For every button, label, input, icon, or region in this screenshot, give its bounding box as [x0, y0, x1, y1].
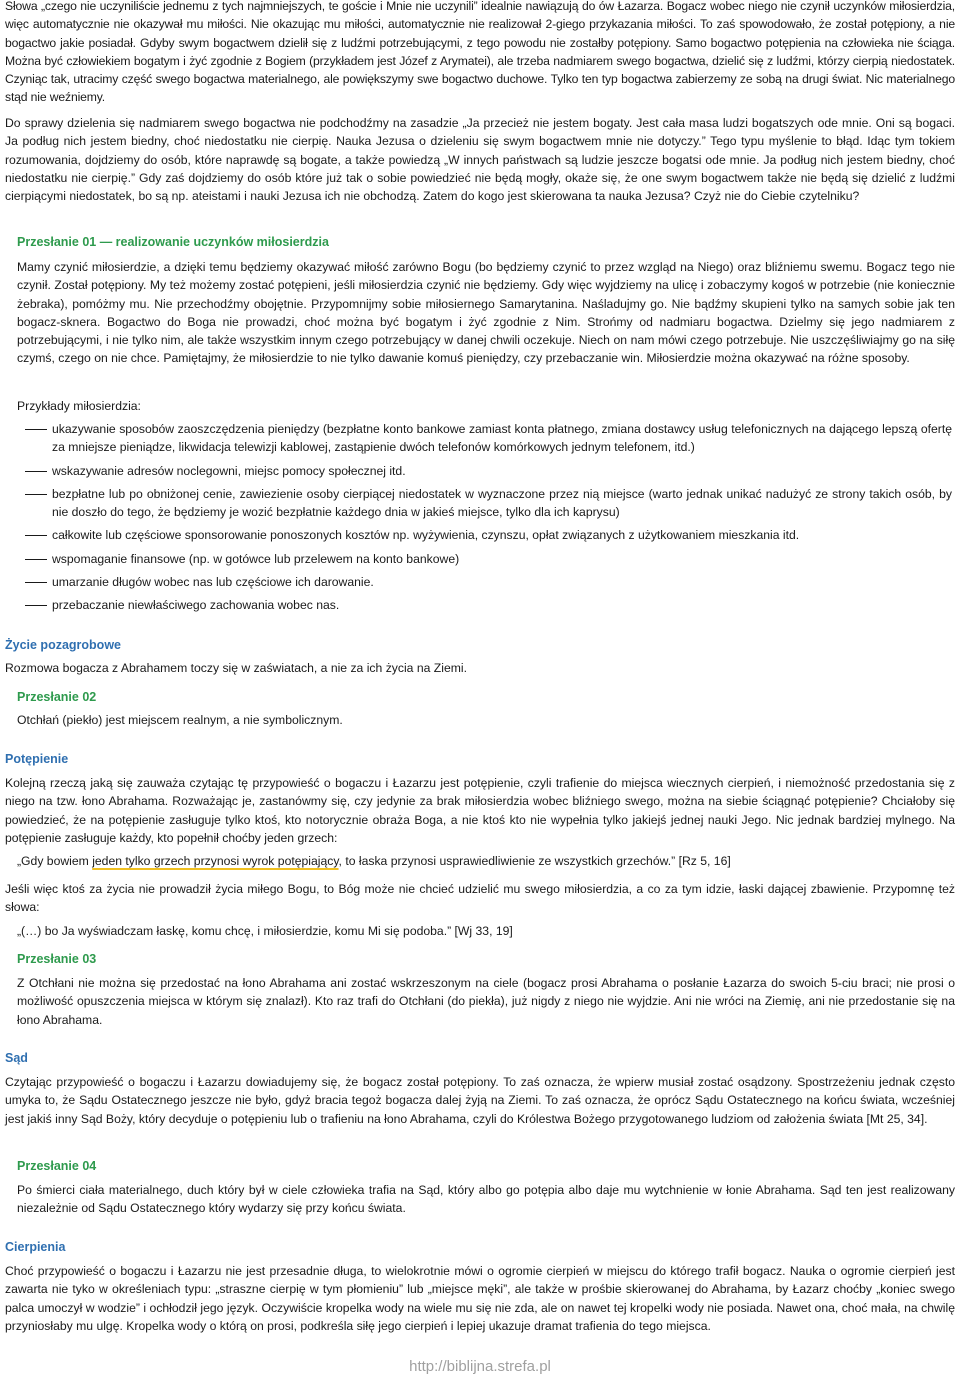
zycie-body: Rozmowa bogacza z Abrahamem toczy się w zaświatach, a nie za ich życia na Ziemi.	[5, 661, 467, 675]
heading-przeslanie-04: Przesłanie 04	[17, 1159, 97, 1173]
intro-paragraph-2: Do sprawy dzielenia się nadmiarem swego bogactwa nie podchodźmy na zasadzie „Ja przecież nie jestem bogaty. Jest cała masa ludzi bogatszych ode mnie. Oni są bogaci. Ja podług nich jestem biedny, choć niedostatku nie cierpię. Nauka Jezusa o dzieleniu się swym bogactwem mnie nie dotyczy.” Tego typu myślenie to błąd. Idąc tym tokiem rozumowania, dojdziemy do osób, które naprawdę są bogate, a także powiedzą „W innych państwach są ludzie jeszcze bogatsi ode mnie. Ja podług nich jestem biedny, choć niedostatku nie cierpię.” Gdy zaś dojdziemy do osób które już tak o sobie powiedzieć nie będą mogły, okaże się, że one swym bogactwem także nie będą się dzielić z ludźmi cierpiącymi niedostatek, bo są np. ateistami i nauki Jezusa ich nie obchodzą. Zatem do kogo jest skierowana ta nauka Jezusa? Czyż nie do Ciebie czytelniku?	[5, 116, 955, 204]
quote-text: „Gdy bowiem	[17, 854, 93, 868]
examples-label: Przykłady miłosierdzia:	[17, 399, 141, 413]
heading-cierpienia: Cierpienia	[5, 1240, 66, 1254]
quote-text: , to łaska przynosi usprawiedliwienie ze wszystkich grzechów.” [Rz 5, 16]	[338, 854, 731, 868]
list-item: wspomaganie finansowe (np. w gotówce lub przelewem na konto bankowe)	[17, 550, 952, 568]
heading-zycie-pozagrobowe: Życie pozagrobowe	[5, 638, 121, 652]
cierpienia-body: Choć przypowieść o bogaczu i Łazarzu nie jest przesadnie długa, to wielokrotnie mówi o ogromie cierpień w miejscu do którego trafił bogacz. Nauka o ogromie cierpień jest zawarta nie tyko w określeniach typu: „straszne cierpię w tym płomieniu” lub „miejsce męki”, ale także w prośbie skierowanej do Abrahama, by Łazarz choćby „koniec swego palca umoczył w wodzie” i ochłodził jego język. Oczywiście kropelka wody na wiele mu się nie zda, ale on nawet tej kropelki wody nie posiada. Nawet ona, choć mała, na chwilę przyniosłaby mu ulgę. Kropelka wody o którą on prosi, podkreśla siłę jego cierpień i lepiej ukazuje dramat trafienia do tego miejsca.	[5, 1264, 955, 1333]
list-item: bezpłatne lub po obniżonej cenie, zawiezienie osoby cierpiącej niedostatek w wyznaczone przez nią miejsce (warto jednak unikać nadużyć ze strony takich osób, by nie doszło do tego, że będziemy je wozić bezpłatnie każdego dnia w jakieś miejsce, tylko dla ich kaprysu)	[17, 485, 952, 522]
potepienie-body: Kolejną rzeczą jaką się zauważa czytając tę przypowieść o bogaczu i Łazarzu jest potępienie, czyli trafienie do miejsca wiecznych cierpień, i niemożność przedostania się z niego na tzw. łono Abrahama. Rozważając je, zastanówmy się, czy jedynie za brak miłosierdzia wobec bliźniego swego, można na siebie ściągnąć potępienie? Chciałoby się powiedzieć, że na potępienie zasługuje tylko ktoś, kto notorycznie obraża Boga, a nie ktoś kto nie wypełnia tylko jakiejś jednej nauki Jego. Nic jednak bardziej mylnego. Na potępienie zasługuje każdy, kto popełnił choćby jeden grzech:	[5, 776, 955, 845]
heading-przeslanie-02: Przesłanie 02	[17, 690, 97, 704]
przeslanie-02-body: Otchłań (piekło) jest miejscem realnym, a nie symbolicznym.	[17, 713, 343, 727]
sad-body: Czytając przypowieść o bogaczu i Łazarzu dowiadujemy się, że bogacz został potępiony. To zaś oznacza, że wpierw musiał zostać osądzony. Spostrzeżeniu jednak często umyka to, że Sądu Ostatecznego jeszcze nie było, gdyż bracia tegoż bogacza dalej żyją na Ziemi. To zaś oznacza, że oprócz Sądu Ostatecznego na końcu świata, wcześniej jest jakiś inny Sąd Boży, który decyduje o potępieniu lub o trafieniu na łono Abrahama, czyli do Królestwa Bożego przygotowanego ludziom od założenia świata [Mt 25, 34].	[5, 1075, 955, 1126]
przeslanie-03-body: Z Otchłani nie można się przedostać na łono Abrahama ani zostać wskrzeszonym na ciele (bogacz prosi Abrahama o posłanie Łazarza do swoich 5-ciu braci; nie prosi o możliwość opuszczenia miejsca w którym się znalazł). Kto raz trafi do Otchłani (do piekła), już nigdy z niego nie wyjdzie. Ani nie wróci na Ziemię, ani nie przedostanie się na łono Abrahama.	[17, 976, 955, 1027]
heading-potepienie: Potępienie	[5, 752, 69, 766]
heading-przeslanie-03: Przesłanie 03	[17, 952, 97, 966]
quote-wj-33-19: „(…) bo Ja wyświadczam łaskę, komu chcę, i miłosierdzie, komu Mi się podoba.” [Wj 33, 19]	[17, 924, 513, 938]
list-item: całkowite lub częściowe sponsorowanie ponoszonych kosztów np. wyżywienia, czynszu, opłat związanych z użytkowaniem mieszkania itd.	[17, 526, 952, 544]
potepienie-body-2: Jeśli więc ktoś za życia nie prowadził życia miłego Bogu, to Bóg może nie chcieć udzielić mu swego miłosierdzia, a co za tym idzie, łaski dającej zbawienie. Przypomnę też słowa:	[5, 882, 955, 915]
examples-list	[17, 420, 952, 620]
przeslanie-04-body: Po śmierci ciała materialnego, duch który był w ciele człowieka trafia na Sąd, który albo go potępia albo daje mu wytchnienie w łonie Abrahama. Sąd ten jest realizowany niezależnie od Sądu Ostatecznego który wydarzy się przy końcu świata.	[17, 1183, 955, 1216]
highlighted-phrase: jeden tylko grzech przynosi wyrok potępiający	[92, 854, 339, 868]
heading-przeslanie-01: Przesłanie 01 — realizowanie uczynków miłosierdzia	[17, 235, 329, 249]
list-item: przebaczanie niewłaściwego zachowania wobec nas.	[17, 596, 952, 614]
list-item: ukazywanie sposobów zaoszczędzenia pieniędzy (bezpłatne konto bankowe zamiast konta płatnego, zmiana dostawcy usług telefonicznych na dającego lepszą ofertę za mniejsze pieniądze, likwidacja telewizji kablowej, zastąpienie dwóch telefonów komórkowych jednym telefonem, itd.)	[17, 420, 952, 457]
quote-rz-5-16	[17, 852, 952, 870]
intro-paragraph-1: Słowa „czego nie uczyniliście jednemu z tych najmniejszych, te goście i Mnie nie uczynili” idealnie nawiązują do ów Łazarza. Bogacz wobec niego nie czynił uczynków miłosierdzia, więc automatycznie nie okazywał mu miłości. Nie okazując mu miłości, automatycznie nie realizował 2-giego przykazania miłości. To zaś spowodowało, że został potępiony, a nie bogactwo jakie posiadał. Gdyby swym bogactwem dzielił się z ludźmi potrzebującymi, z tego powodu nie zostałby potępiony. Samo bogactwo potępienia na człowieka nie ściąga. Można być człowiekiem bogatym i żyć zgodnie z Bogiem (przykładem jest Józef z Arymatei), ale trzeba nadmiarem swego bogactwa, dzielić się z ludźmi, którzy cierpią niedostatek. Czyniąc tak, utracimy część swego bogactwa materialnego, ale powiększymy swe bogactwo duchowe. Tylko ten typ bogactwa zabierzemy ze sobą na drugi świat. Nic materialnego stąd nie weźniemy.	[5, 0, 955, 105]
przeslanie-01-body: Mamy czynić miłosierdzie, a dzięki temu będziemy okazywać miłość zarówno Bogu (bo będziemy czynić to przez wzgląd na Niego) oraz bliźniemu swemu. Bogacz tego nie czynił. Został potępiony. My też możemy zostać potępieni, jeśli miłosierdzia czynić nie będziemy. Gdy więc wyjdziemy na ulicę i zobaczymy kogoś w potrzebie (nie koniecznie żebraka), pomóżmy mu. Nie przechodźmy obojętnie. Przypomnijmy sobie miłosiernego Samarytanina. Naśladujmy go. Nie bądźmy skupieni tylko na samych sobie jak ten bogacz-sknera. Bogactwo do Boga nie prowadzi, choć można być bogatym i żyć zgodnie z Nim. Strońmy od nadmiaru bogactwa. Dzielmy się jego nadmiarem z potrzebującymi, i nie tylko nim, ale także wszystkim innym czego potrzebujący w danej chwili oczekuje. Niech on nam mówi czego potrzebuje. Nie uszczęśliwiajmy go na siłę czymś, czego on nie chce. Pamiętajmy, że miłosierdzie to nie tylko dawanie komuś pieniędzy, czy przebaczanie win. Miłosierdzie można okazywać na różne sposoby.	[17, 260, 955, 366]
footer-url: http://biblijna.strefa.pl	[409, 1358, 551, 1375]
list-item: umarzanie długów wobec nas lub częściowe ich darowanie.	[17, 573, 952, 591]
heading-sad: Sąd	[5, 1051, 28, 1065]
list-item: wskazywanie adresów noclegowni, miejsc pomocy społecznej itd.	[17, 462, 952, 480]
